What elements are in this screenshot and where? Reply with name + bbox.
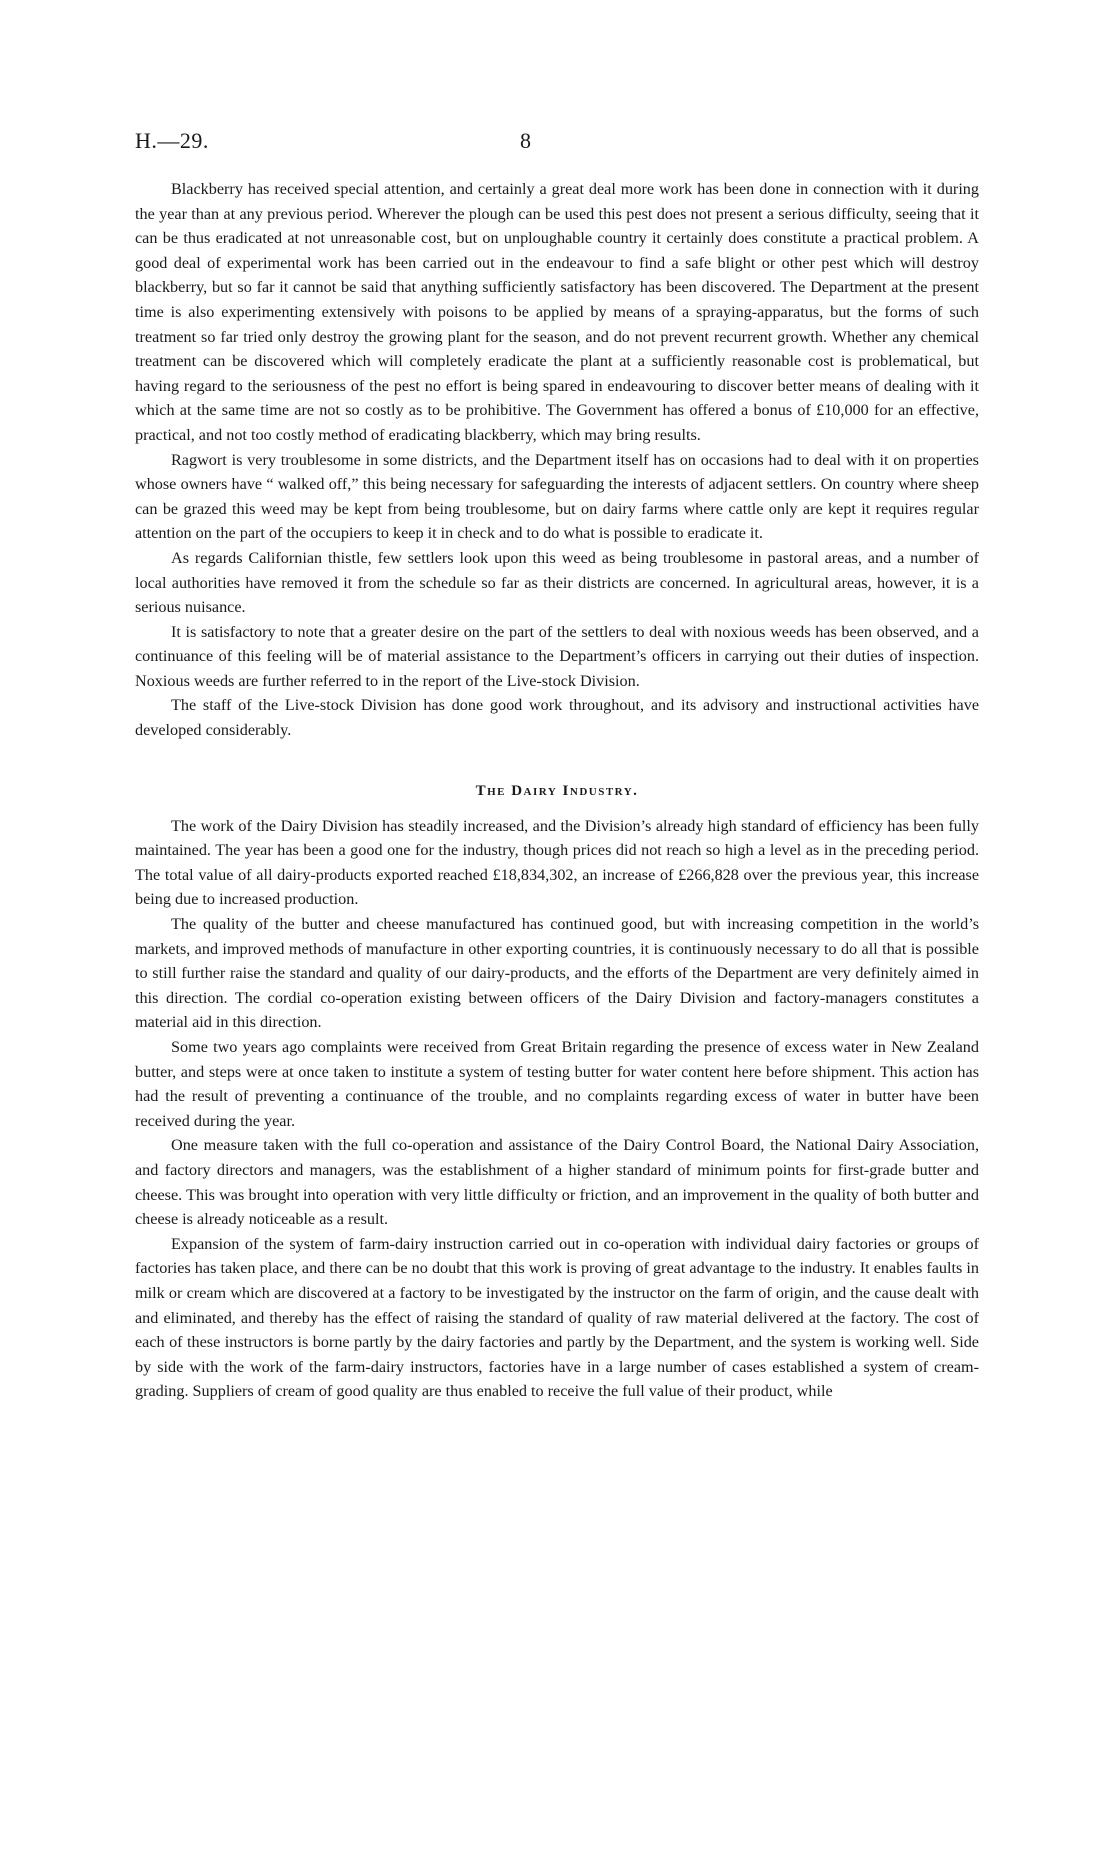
dairy-industry-section: [135, 743, 979, 1404]
paragraph-californian-thistle: As regards Californian thistle, few settlers look upon this weed as being troublesome in pastoral areas, and a number of local authorities have removed it from the schedule so far as their districts are concerned. In agricultural areas, however, it is a serious nuisance.: [135, 548, 979, 617]
paragraph-settlers-noxious-weeds: It is satisfactory to note that a greater desire on the part of the settlers to deal with noxious weeds has been observed, and a continuance of this feeling will be of material assistance to the Department’s officers in carrying out their duties of inspection. Noxious weeds are further referred to in the report of the Live-stock Division.: [135, 622, 979, 690]
page-body: [135, 177, 979, 1404]
paragraph-blackberry: Blackberry has received special attention, and certainly a great deal more work has been done in connection with it during the year than at any previous period. Wherever the plough can be used this pest does not present a serious difficulty, seeing that it can be thus eradicated at not unreasonable cost, but on unploughable country it certainly does constitute a practical problem. A good deal of experimental work has been carried out in the endeavour to find a safe blight or other pest which will destroy blackberry, but so far it cannot be said that anything sufficiently satisfactory has been discovered. The Department at the present time is also experimenting extensively with poisons to be applied by means of a spraying-apparatus, but the forms of such treatment so far tried only destroy the growing plant for the season, and do not prevent recurrent growth. Whether any chemical treatment can be discovered which will completely eradicate the plant at a sufficiently reasonable cost is problematical, but having regard to the seriousness of the pest no effort is being spared in endeavouring to discover better means of dealing with it which at the same time are not so costly as to be prohibitive. The Government has offered a bonus of £10,000 for an effective, practical, and not too costly method of eradicating blackberry, which may bring results.: [135, 180, 979, 444]
paragraph-excess-water: Some two years ago complaints were received from Great Britain regarding the presence of excess water in New Zealand butter, and steps were at once taken to institute a system of testing butter for water content here before shipment. This action has had the result of preventing a continuance of the trouble, and no complaints regarding excess of water in butter have been received during the year.: [135, 1038, 979, 1130]
noxious-weeds-section: [135, 177, 979, 743]
paragraph-live-stock-staff: The staff of the Live-stock Division has done good work throughout, and its advisory and instructional activities have developed considerably.: [135, 696, 979, 740]
paragraph-butter-cheese-quality: The quality of the butter and cheese manufactured has continued good, but with increasing competition in the world’s markets, and improved methods of manufacture in other exporting countries, it is continuously necessary to do all that is possible to still further raise the standard and quality of our dairy-products, and the efforts of the Department are very definitely aimed in this direction. The cordial co-operation existing between officers of the Dairy Division and factory-managers constitutes a material aid in this direction.: [135, 915, 979, 1032]
section-heading-text: The Dairy Industry.: [475, 782, 639, 799]
paragraph-dairy-division-work: The work of the Dairy Division has steadily increased, and the Division’s already high standard of efficiency has been fully maintained. The year has been a good one for the industry, though prices did not reach so high a level as in the preceding period. The total value of all dairy-products exported reached £18,834,302, an increase of £266,828 over the previous year, this increase being due to increased production.: [135, 816, 979, 909]
page-number: 8: [520, 128, 531, 153]
paragraph-ragwort: Ragwort is very troublesome in some districts, and the Department itself has on occasions had to deal with it on properties whose owners have “ walked off,” this being necessary for safeguarding the interests of adjacent settlers. On country where sheep can be grazed this weed may be kept from being troublesome, but on dairy farms where cattle only are kept it requires regular attention on the part of the occupiers to keep it in check and to do what is possible to eradicate it.: [135, 450, 979, 543]
page-header: [135, 128, 979, 160]
paragraph-farm-dairy-instruction: Expansion of the system of farm-dairy instruction carried out in co-operation with individual dairy factories or groups of factories has taken place, and there can be no doubt that this work is proving of great advantage to the industry. It enables faults in milk or cream which are discovered at a factory to be investigated by the instructor on the farm of origin, and the cause dealt with and eliminated, and thereby has the effect of raising the standard of quality of raw material delivered at the factory. The cost of each of these instructors is borne partly by the dairy factories and partly by the Department, and the system is working well. Side by side with the work of the farm-dairy instructors, factories have in a large number of cases established a system of cream-grading. Suppliers of cream of good quality are thus enabled to receive the full value of their product, while: [135, 1234, 979, 1401]
paragraph-minimum-points-standard: One measure taken with the full co-operation and assistance of the Dairy Control Board, the National Dairy Association, and factory directors and managers, was the establishment of a higher standard of minimum points for first-grade butter and cheese. This was brought into operation with very little difficulty or friction, and an improvement in the quality of both butter and cheese is already noticeable as a result.: [135, 1136, 979, 1229]
section-heading: [135, 743, 979, 814]
document-reference: H.—29.: [135, 128, 209, 153]
